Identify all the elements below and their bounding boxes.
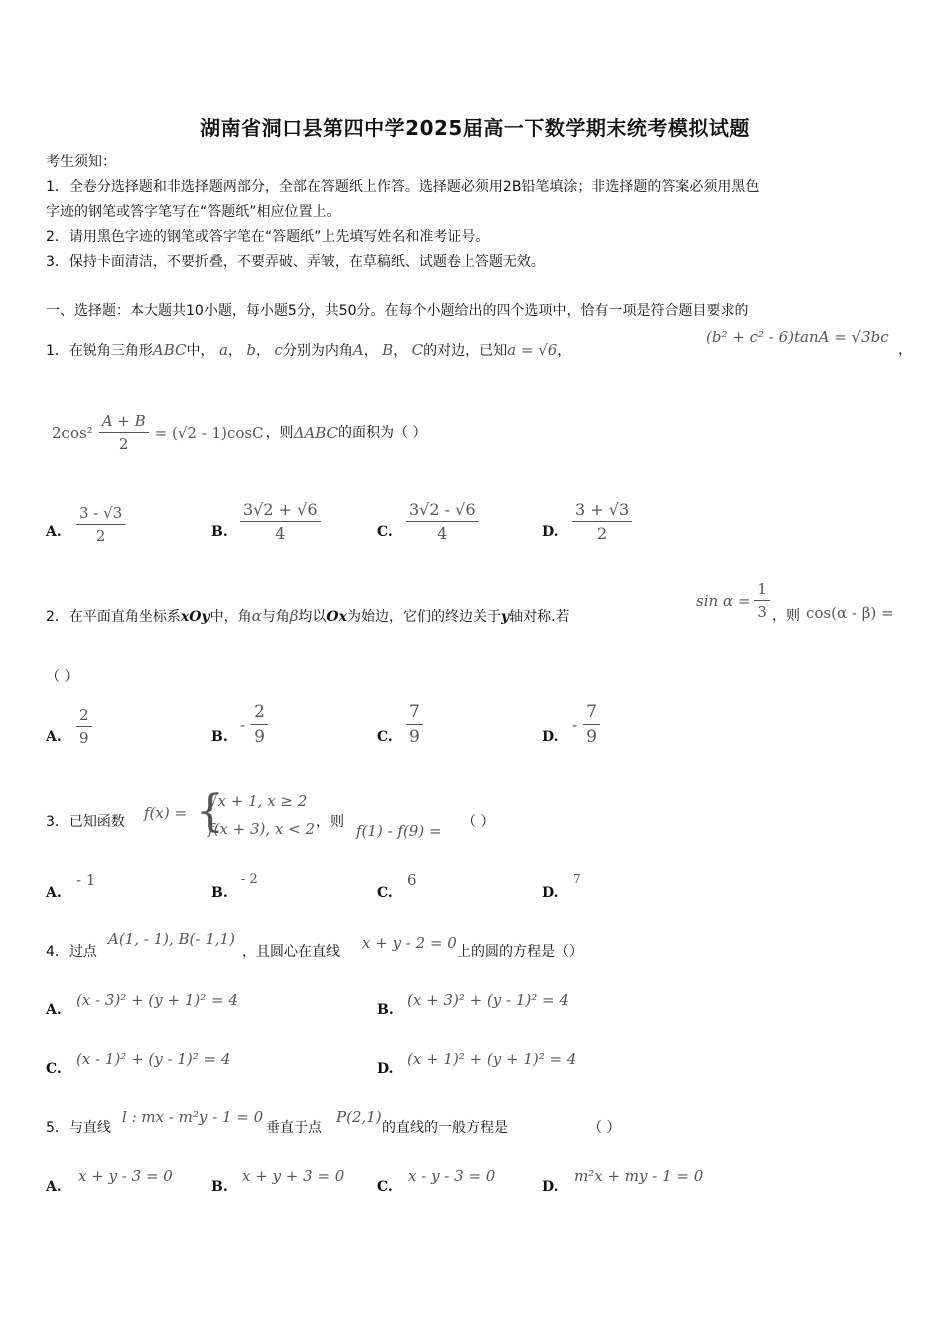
q2-text-4: 均以 [298,609,327,625]
q2-option-a-fraction [76,706,92,747]
q5-option-a[interactable]: x + y - 3 = 0 [78,1167,173,1185]
q3-option-b[interactable]: - 2 [241,872,258,887]
q4-option-b[interactable]: (x + 3)² + (y - 1)² = 4 [407,991,569,1009]
q2-option-b[interactable] [240,702,268,747]
q5-line: l : mx - m²y - 1 = 0 [122,1108,264,1126]
q1-cond3-fraction [99,412,149,453]
q4-option-a-label[interactable]: A. [46,1002,62,1018]
q5-option-c-label[interactable]: C. [377,1179,393,1195]
q3-text-1: 3．已知函数 [46,814,125,830]
q2-answer-paren: （ ） [46,669,79,685]
q1-option-d-label[interactable]: D. [542,524,559,540]
q1-text-1: 1．在锐角三角形 [46,343,153,359]
q3-option-d-label[interactable]: D. [542,885,559,901]
q5-text-2: 垂直于点 [266,1120,322,1136]
q5-option-c[interactable]: x - y - 3 = 0 [408,1167,496,1185]
q1-text-4: 的对边，已知 [423,343,508,359]
q1-cond3-den: 2 [118,435,129,453]
q4-text-1: 4．过点 [46,944,97,960]
notice-heading: 考生须知： [46,154,116,170]
q2-text-5: 为始边，它们的终边关于 [346,609,501,625]
q2-ox: Ox [326,609,347,625]
notice-item-1-line-2: 字迹的钢笔或答字笔写在“答题纸”相应位置上。 [46,204,341,220]
q3-text-2: ，则 [316,814,344,830]
q4-text-2: ，且圆心在直线 [242,944,340,960]
q1-text-6: 的面积为（ ） [338,424,427,441]
q5-option-a-label[interactable]: A. [46,1179,62,1195]
q1-option-b-label[interactable]: B. [211,524,228,540]
q5-text-1: 5．与直线 [46,1120,111,1136]
q1-var-c: c [274,341,283,359]
q1-condition-1: a = √6 [507,341,558,359]
q2-option-c-label[interactable]: C. [377,729,393,745]
q2-sin-fraction [754,580,770,621]
q2-cos-expression: cos(α - β) = [806,604,894,622]
q2-option-c[interactable] [406,702,423,747]
q2-option-b-den: 9 [254,727,265,747]
q1-comma: ， [898,342,912,358]
q2-alpha: α [251,607,262,625]
q2-option-a[interactable] [76,706,92,747]
q3-expression: f(1) - f(9) = [356,822,442,840]
q4-option-b-label[interactable]: B. [377,1002,394,1018]
q3-option-b-label[interactable]: B. [211,885,228,901]
q2-sin-left: sin α = [696,591,751,610]
q1-option-c[interactable] [406,500,479,543]
q2-text-7: ，则 [772,608,800,624]
q2-option-c-fraction [406,702,423,747]
section-heading: 一、选择题：本大题共10小题，每小题5分，共50分。在每个小题给出的四个选项中，恰有一项是符合题目要求的 [46,303,749,319]
q1-cond3-num: A + B [99,412,149,433]
q2-option-d-num: 7 [583,702,600,725]
q4-option-d[interactable]: (x + 1)² + (y + 1)² = 4 [407,1050,577,1068]
q1-angle-b: B [382,341,394,359]
q2-sin-num: 1 [754,580,770,601]
q1-cond3-left: 2cos² [52,423,93,442]
q3-option-a-label[interactable]: A. [46,885,62,901]
q4-text-3: 上的圆的方程是（） [457,944,583,960]
q3-brace: { [196,786,224,837]
q4-points: A(1, - 1), B(- 1,1) [108,930,235,948]
q1-option-d-num: 3 + √3 [572,500,632,522]
q1-text-5: ，则 [265,424,294,441]
q1-option-d-den: 2 [596,524,608,543]
q1-condition-2: (b² + c² - 6)tanA = √3bc [706,328,889,346]
q2-option-a-num: 2 [76,706,92,727]
q2-xoy: xOy [180,609,210,625]
q5-option-d-label[interactable]: D. [542,1179,559,1195]
q1-text-3: 分别为内角 [282,343,353,359]
q3-option-c[interactable]: 6 [407,871,417,889]
q2-text-6: 轴对称.若 [509,609,570,625]
q2-sin-condition [696,580,770,621]
q1-option-a-num: 3 - √3 [76,504,125,525]
q3-option-c-label[interactable]: C. [377,885,393,901]
q2-sin-den: 3 [757,603,767,621]
q2-text-1: 2．在平面直角坐标系 [46,609,181,625]
q1-option-d[interactable] [572,500,632,543]
q4-option-a[interactable]: (x - 3)² + (y + 1)² = 4 [76,991,238,1009]
q1-option-a-den: 2 [95,527,106,545]
question-2-stem [46,606,570,627]
q1-option-c-num: 3√2 - √6 [406,500,479,522]
q2-option-d-fraction [583,702,600,747]
q2-option-d-label[interactable]: D. [542,729,559,745]
q1-cond3-right: = (√2 - 1)cosC [154,423,264,442]
q1-text-2: 中， [186,343,215,359]
q2-text-2: 中，角 [209,609,252,625]
q4-option-d-label[interactable]: D. [377,1061,394,1077]
q2-option-c-den: 9 [409,727,420,747]
q2-option-a-label[interactable]: A. [46,729,62,745]
q2-text-3: 与角 [261,609,290,625]
notice-item-2: 2．请用黑色字迹的钢笔或答字笔在“答题纸”上先填写姓名和准考证号。 [46,229,490,245]
q2-option-d[interactable] [572,702,600,747]
q1-option-b-num: 3√2 + √6 [240,500,321,522]
q2-option-b-label[interactable]: B. [211,729,228,745]
q3-case-1: √x + 1, x ≥ 2 [208,792,308,810]
q5-text-3: 的直线的一般方程是 [382,1120,508,1136]
q1-condition-3 [52,412,426,453]
q1-option-a[interactable] [76,504,125,545]
q4-line: x + y - 2 = 0 [362,934,457,952]
q3-answer-paren: （ ） [462,814,495,830]
q1-option-a-label[interactable]: A. [46,524,62,540]
notice-item-3: 3．保持卡面清洁，不要折叠，不要弄破、弄皱，在草稿纸、试题卷上答题无效。 [46,254,545,270]
q5-point: P(2,1) [336,1108,382,1126]
q4-option-c-label[interactable]: C. [46,1061,62,1077]
q2-option-c-num: 7 [406,702,423,725]
q2-option-b-sign: - [240,715,246,734]
q4-option-c[interactable]: (x - 1)² + (y - 1)² = 4 [76,1050,231,1068]
q1-option-b[interactable] [240,500,321,543]
q1-option-c-den: 4 [437,524,448,543]
q2-option-d-sign: - [572,715,578,734]
q2-beta: β [289,607,299,625]
q5-option-b-label[interactable]: B. [211,1179,228,1195]
q5-answer-paren: （ ） [588,1120,621,1136]
q2-option-d-den: 9 [586,727,597,747]
notice-item-1-line-1: 1．全卷分选择题和非选择题两部分，全部在答题纸上作答。选择题必须用2B铅笔填涂；非选择题的答案必须用黑色 [46,179,760,195]
q1-angle-c: C [411,341,424,359]
q1-var-a: a [219,341,228,359]
q5-option-b[interactable]: x + y + 3 = 0 [242,1167,345,1185]
q1-option-c-label[interactable]: C. [377,524,393,540]
q1-triangle: ΔABC [293,423,339,442]
q2-option-a-den: 9 [79,729,89,747]
q5-option-d[interactable]: m²x + my - 1 = 0 [574,1167,704,1185]
q3-fx: f(x) = [144,804,188,822]
q1-abc: ABC [152,341,187,359]
q1-angle-a: A [352,341,364,359]
q3-case-2: f(x + 3), x < 2 [208,820,316,838]
question-1-stem: 1．在锐角三角形ABC中， a， b， c分别为内角A， B， C的对边，已知a = √6， [46,341,572,359]
q1-option-b-den: 4 [275,524,286,543]
q1-var-b: b [246,341,257,359]
q2-y: y [500,609,510,625]
q3-option-a[interactable]: - 1 [76,871,96,889]
q2-option-b-num: 2 [251,702,268,725]
q2-option-b-fraction [251,702,268,747]
exam-title: 湖南省洞口县第四中学2025届高一下数学期末统考模拟试题 [200,116,750,140]
q3-option-d[interactable]: 7 [573,872,581,886]
